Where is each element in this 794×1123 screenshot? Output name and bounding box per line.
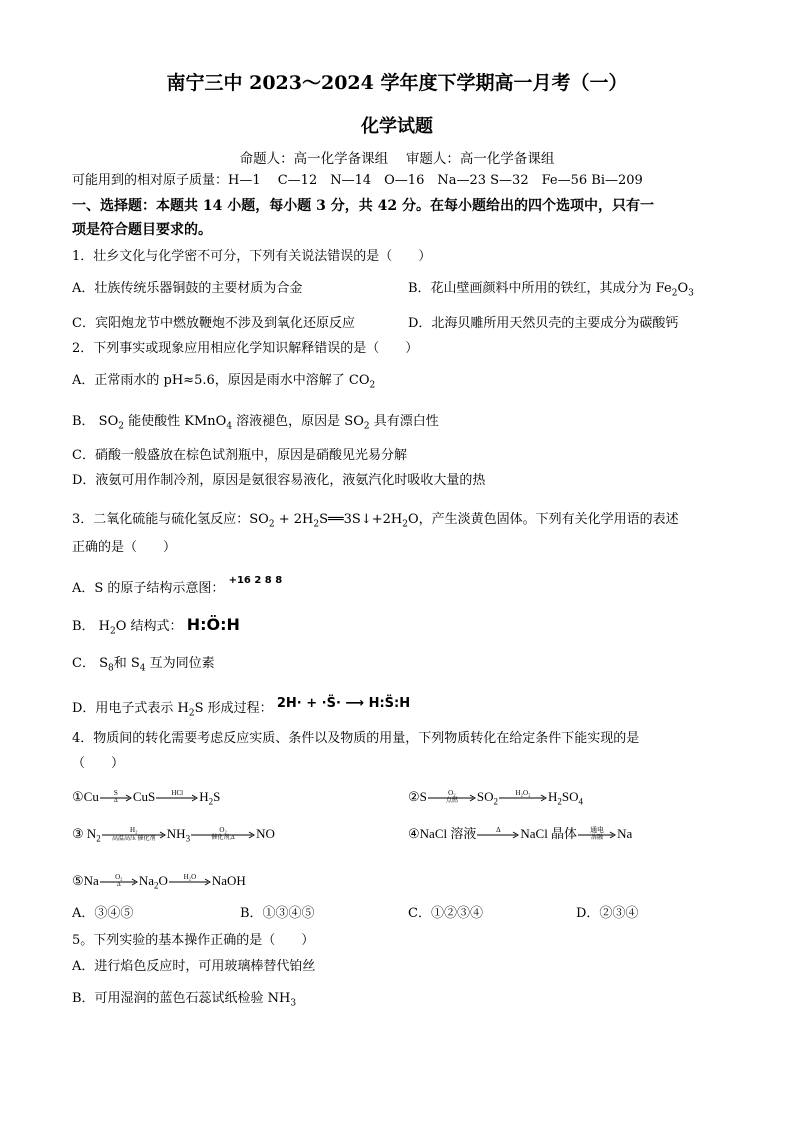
q5-option-a: A．进行焰色反应时，可用玻璃棒替代铂丝 — [72, 959, 316, 974]
q2-option-b: B． $SO_2$ 能使酸性 KMnO$_4$ 溶液褪色，原因是 $SO_2$ 具有漂白性 — [72, 414, 439, 432]
q3-option-c: C． $S_8$和 $S_4$ 互为同位素 — [72, 656, 215, 674]
atomic-masses-line: 可能用到的相对原子质量：H—1 C—12 N—14 O—16 Na—23 S—32 Fe—56 Bi—209 — [72, 173, 643, 188]
q3-stem-line-1: 3．二氧化硫能与硫化氢反应：$SO_2$ + $2H_2S══3S↓+2H_2O$，产生淡黄色固体。下列有关化学用语的表述 — [72, 512, 679, 530]
section-heading-line-1: 一、选择题：本题共 14 小题，每小题 3 分，共 42 分。在每小题给出的四个选项中，只有一 — [72, 198, 654, 214]
exam-title: 南宁三中 2023～2024 学年度下学期高一月考（一） — [166, 72, 628, 94]
reaction-2: ②S O₂ 点燃 $SO_2$ H₂O₂ $H_2SO_4$ — [408, 789, 584, 807]
reaction-3: ③ $N_2$ H₂ 高温高压 催化剂 $NH_3$ O₂ 催化剂,Δ NO — [72, 826, 275, 844]
q4-option-b: B．①③④⑤ — [240, 906, 315, 921]
reaction-arrow: Δ — [477, 831, 519, 839]
q4-option-c: C．①②③④ — [408, 906, 483, 921]
reaction-arrow: O₂ 催化剂,Δ — [191, 831, 255, 839]
q5-stem: 5。下列实验的基本操作正确的是（ ） — [72, 933, 315, 948]
reaction-arrow: O₂ Δ — [100, 878, 138, 886]
q4-option-a: A．③④⑤ — [72, 906, 134, 921]
q3-stem-line-2: 正确的是（ ） — [72, 540, 177, 555]
q4-stem-line-1: 4．物质间的转化需要考虑反应实质、条件以及物质的用量，下列物质转化在给定条件下能实现的是 — [72, 731, 640, 746]
q1-option-d: D．北海贝雕所用天然贝壳的主要成分为碳酸钙 — [408, 316, 679, 331]
reaction-arrow: H₂ 高温高压 催化剂 — [102, 831, 166, 839]
reaction-arrow: S Δ — [100, 794, 132, 802]
sulfur-atom-structure-diagram: +16 2 8 8 — [228, 575, 283, 586]
q4-option-d: D．②③④ — [576, 906, 639, 921]
reaction-4: ④NaCl 溶液 Δ NaCl 晶体 通电 溶融 Na — [408, 826, 633, 842]
reaction-arrow: O₂ 点燃 — [428, 794, 476, 802]
section-heading-line-2: 项是符合题目要求的。 — [72, 222, 212, 238]
q3-option-a: A．S 的原子结构示意图： $^{+16 2 8 8}$ — [72, 575, 283, 596]
reaction-1: ①Cu S Δ CuS HCl $H_2S$ — [72, 789, 221, 807]
q2-stem: 2．下列事实或现象应用相应化学知识解释错误的是（ ） — [72, 341, 419, 356]
q2-option-d: D．液氨可用作制冷剂，原因是氨很容易液化，液氨汽化时吸收大量的热 — [72, 473, 486, 488]
reaction-arrow: H₂O — [169, 878, 211, 886]
q1-option-c: C．宾阳炮龙节中燃放鞭炮不涉及到氧化还原反应 — [72, 316, 355, 331]
reaction-arrow: HCl — [156, 794, 198, 802]
reaction-5: ⑤Na O₂ Δ $Na_2O$ H₂O NaOH — [72, 873, 246, 891]
q3-option-d: D．用电子式表示 $H_2S$ 形成过程： 2H· + ·S̈· ⟶ H:S̈:H — [72, 696, 411, 719]
q2-option-c: C．硝酸一般盛放在棕色试剂瓶中，原因是硝酸见光易分解 — [72, 448, 407, 463]
subject-title: 化学试题 — [361, 116, 433, 137]
reaction-arrow: 通电 溶融 — [578, 831, 616, 839]
q1-option-a: A．壮族传统乐器铜鼓的主要材质为合金 — [72, 281, 303, 296]
authors-line: 命题人：高一化学备课组 审题人：高一化学备课组 — [239, 151, 555, 167]
q1-stem: 1．壮乡文化与化学密不可分，下列有关说法错误的是（ ） — [72, 249, 432, 264]
q5-option-b: B．可用湿润的蓝色石蕊试纸检验 $NH_3$ — [72, 991, 297, 1009]
reaction-arrow: H₂O₂ — [499, 794, 547, 802]
h2s-electron-formation: 2H· + ·S̈· ⟶ H:S̈:H — [276, 696, 411, 711]
q2-option-a: A．正常雨水的 pH≈5.6，原因是雨水中溶解了 $CO_2$ — [72, 373, 376, 391]
q1-option-b: B．花山壁画颜料中所用的铁红，其成分为 $Fe_2O_3$ — [408, 281, 694, 299]
q4-stem-line-2: （ ） — [72, 756, 125, 771]
water-structural-formula: H:Ö:H — [186, 615, 240, 634]
q3-option-b: B． $H_2O$ 结构式： H:Ö:H — [72, 615, 240, 637]
